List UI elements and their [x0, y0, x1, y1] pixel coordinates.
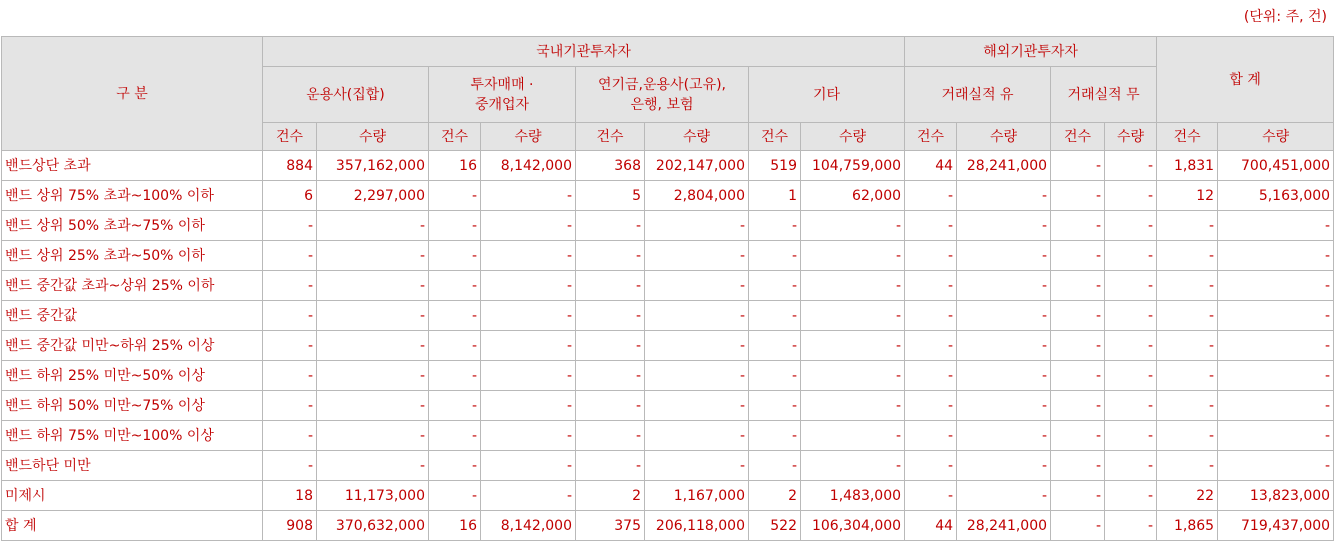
cell-count: - — [1157, 451, 1218, 481]
table-row — [2, 451, 1334, 481]
cell-count: - — [905, 301, 957, 331]
cell-qty: - — [1105, 241, 1157, 271]
cell-qty: 106,304,000 — [801, 511, 905, 541]
cell-qty: 1,483,000 — [801, 481, 905, 511]
cell-count: - — [263, 271, 317, 301]
cell-qty: - — [1105, 481, 1157, 511]
cell-qty: 8,142,000 — [481, 151, 576, 181]
cell-count: - — [263, 451, 317, 481]
cell-qty: - — [1105, 181, 1157, 211]
cell-count: - — [429, 181, 481, 211]
header-foreign: 해외기관투자자 — [905, 37, 1157, 67]
table-row — [2, 271, 1334, 301]
cell-qty: - — [957, 271, 1051, 301]
cell-qty: - — [801, 211, 905, 241]
row-label: 밴드 하위 50% 미만~75% 이상 — [2, 391, 263, 421]
row-label: 밴드 하위 25% 미만~50% 이상 — [2, 361, 263, 391]
cell-count: - — [1157, 301, 1218, 331]
cell-count: - — [429, 301, 481, 331]
cell-count: - — [905, 451, 957, 481]
table-row — [2, 481, 1334, 511]
cell-count: - — [1051, 451, 1105, 481]
cell-count: - — [749, 301, 801, 331]
header-count: 건수 — [263, 123, 317, 151]
cell-qty: - — [481, 271, 576, 301]
cell-qty: - — [1105, 301, 1157, 331]
demand-forecast-table — [1, 36, 1334, 541]
cell-qty: - — [317, 331, 429, 361]
cell-qty: - — [481, 451, 576, 481]
row-label: 밴드 중간값 초과~상위 25% 이하 — [2, 271, 263, 301]
header-count: 건수 — [429, 123, 481, 151]
cell-qty: - — [317, 241, 429, 271]
cell-count: 884 — [263, 151, 317, 181]
cell-qty: - — [481, 481, 576, 511]
cell-qty: 719,437,000 — [1218, 511, 1334, 541]
cell-count: - — [749, 331, 801, 361]
cell-qty: 2,297,000 — [317, 181, 429, 211]
header-count: 건수 — [1051, 123, 1105, 151]
cell-qty: - — [1105, 421, 1157, 451]
header-qty: 수량 — [801, 123, 905, 151]
cell-qty: 357,162,000 — [317, 151, 429, 181]
header-count: 건수 — [1157, 123, 1218, 151]
cell-qty: - — [645, 271, 749, 301]
cell-count: - — [263, 241, 317, 271]
cell-qty: - — [801, 241, 905, 271]
header-qty: 수량 — [957, 123, 1051, 151]
table-row — [2, 391, 1334, 421]
cell-qty: - — [957, 391, 1051, 421]
cell-count: 1,831 — [1157, 151, 1218, 181]
header-domestic: 국내기관투자자 — [263, 37, 905, 67]
header-category: 구 분 — [2, 37, 263, 151]
cell-count: 44 — [905, 151, 957, 181]
unit-note: (단위: 주, 건) — [1243, 9, 1327, 25]
cell-count: - — [1051, 511, 1105, 541]
cell-qty: - — [957, 481, 1051, 511]
row-label: 밴드하단 미만 — [2, 451, 263, 481]
header-qty: 수량 — [645, 123, 749, 151]
cell-qty: - — [1105, 151, 1157, 181]
cell-qty: 28,241,000 — [957, 151, 1051, 181]
cell-count: - — [429, 211, 481, 241]
cell-qty: - — [957, 301, 1051, 331]
cell-count: - — [1157, 361, 1218, 391]
cell-qty: - — [1218, 271, 1334, 301]
cell-qty: 11,173,000 — [317, 481, 429, 511]
cell-count: 12 — [1157, 181, 1218, 211]
cell-count: - — [576, 211, 645, 241]
cell-count: - — [263, 421, 317, 451]
cell-count: 908 — [263, 511, 317, 541]
cell-count: 1,865 — [1157, 511, 1218, 541]
cell-count: - — [576, 391, 645, 421]
cell-qty: - — [1105, 211, 1157, 241]
cell-count: 522 — [749, 511, 801, 541]
cell-qty: - — [957, 421, 1051, 451]
cell-count: - — [749, 391, 801, 421]
cell-qty: 1,167,000 — [645, 481, 749, 511]
cell-qty: - — [1218, 331, 1334, 361]
cell-count: 519 — [749, 151, 801, 181]
header-qty: 수량 — [317, 123, 429, 151]
cell-qty: - — [645, 301, 749, 331]
header-pension-line2: 은행, 보험 — [630, 96, 694, 113]
cell-count: - — [429, 271, 481, 301]
cell-count: - — [1157, 331, 1218, 361]
header-pension-line1: 연기금,운용사(고유), — [597, 76, 727, 93]
cell-qty: - — [1218, 391, 1334, 421]
cell-count: - — [905, 211, 957, 241]
cell-count: - — [905, 361, 957, 391]
row-label: 밴드 하위 75% 미만~100% 이상 — [2, 421, 263, 451]
cell-count: - — [1051, 331, 1105, 361]
cell-qty: - — [1105, 361, 1157, 391]
cell-count: - — [905, 241, 957, 271]
table-row — [2, 421, 1334, 451]
cell-qty: 700,451,000 — [1218, 151, 1334, 181]
header-foreign-yes: 거래실적 유 — [905, 67, 1051, 123]
cell-count: - — [749, 271, 801, 301]
row-label: 밴드상단 초과 — [2, 151, 263, 181]
cell-qty: - — [957, 241, 1051, 271]
cell-count: 5 — [576, 181, 645, 211]
cell-count: - — [905, 391, 957, 421]
cell-count: - — [1051, 211, 1105, 241]
cell-qty: - — [1218, 301, 1334, 331]
table-row — [2, 181, 1334, 211]
cell-count: - — [576, 451, 645, 481]
cell-count: 44 — [905, 511, 957, 541]
row-label: 합 계 — [2, 511, 263, 541]
row-label: 밴드 상위 50% 초과~75% 이하 — [2, 211, 263, 241]
table-row — [2, 151, 1334, 181]
cell-count: 22 — [1157, 481, 1218, 511]
cell-count: - — [1157, 391, 1218, 421]
cell-count: - — [576, 271, 645, 301]
cell-qty: - — [481, 181, 576, 211]
cell-count: - — [429, 451, 481, 481]
header-dealer-line1: 투자매매 · — [470, 76, 534, 93]
cell-qty: 28,241,000 — [957, 511, 1051, 541]
row-label: 밴드 상위 25% 초과~50% 이하 — [2, 241, 263, 271]
cell-count: - — [905, 331, 957, 361]
cell-qty: - — [1218, 211, 1334, 241]
cell-qty: - — [481, 331, 576, 361]
cell-qty: - — [1105, 331, 1157, 361]
table-row — [2, 301, 1334, 331]
cell-count: - — [1051, 421, 1105, 451]
cell-qty: 206,118,000 — [645, 511, 749, 541]
table-row — [2, 361, 1334, 391]
cell-count: - — [263, 361, 317, 391]
cell-qty: - — [645, 421, 749, 451]
cell-qty: - — [801, 451, 905, 481]
cell-qty: - — [645, 451, 749, 481]
cell-count: - — [263, 331, 317, 361]
cell-qty: 104,759,000 — [801, 151, 905, 181]
cell-qty: - — [317, 421, 429, 451]
header-asset-mgmt: 운용사(집합) — [263, 67, 429, 123]
header-count: 건수 — [576, 123, 645, 151]
row-label: 밴드 상위 75% 초과~100% 이하 — [2, 181, 263, 211]
cell-qty: - — [957, 331, 1051, 361]
cell-qty: - — [481, 361, 576, 391]
cell-count: - — [1051, 481, 1105, 511]
cell-qty: - — [957, 451, 1051, 481]
cell-count: - — [576, 421, 645, 451]
header-qty: 수량 — [481, 123, 576, 151]
cell-count: - — [1051, 361, 1105, 391]
cell-count: - — [263, 301, 317, 331]
cell-count: 368 — [576, 151, 645, 181]
cell-qty: - — [1218, 451, 1334, 481]
cell-qty: - — [1105, 391, 1157, 421]
cell-qty: - — [317, 211, 429, 241]
cell-count: - — [429, 481, 481, 511]
header-count: 건수 — [905, 123, 957, 151]
header-foreign-no: 거래실적 무 — [1051, 67, 1157, 123]
cell-qty: - — [957, 181, 1051, 211]
row-label: 밴드 중간값 — [2, 301, 263, 331]
header-other: 기타 — [749, 67, 905, 123]
cell-count: - — [749, 211, 801, 241]
cell-count: - — [263, 211, 317, 241]
cell-count: - — [429, 361, 481, 391]
cell-qty: 8,142,000 — [481, 511, 576, 541]
header-count: 건수 — [749, 123, 801, 151]
cell-count: - — [1051, 391, 1105, 421]
table-row — [2, 511, 1334, 541]
cell-count: - — [905, 481, 957, 511]
cell-count: - — [749, 451, 801, 481]
cell-qty: - — [481, 211, 576, 241]
table-row — [2, 241, 1334, 271]
cell-qty: - — [1105, 271, 1157, 301]
cell-count: - — [1157, 271, 1218, 301]
cell-qty: - — [481, 421, 576, 451]
cell-qty: - — [317, 391, 429, 421]
cell-qty: - — [801, 271, 905, 301]
header-total: 합 계 — [1157, 37, 1334, 123]
cell-qty: - — [645, 211, 749, 241]
cell-count: - — [1051, 241, 1105, 271]
cell-qty: - — [801, 361, 905, 391]
cell-qty: - — [481, 241, 576, 271]
cell-count: - — [1157, 241, 1218, 271]
cell-count: 2 — [749, 481, 801, 511]
cell-qty: 13,823,000 — [1218, 481, 1334, 511]
cell-count: - — [576, 241, 645, 271]
cell-qty: - — [1105, 451, 1157, 481]
header-qty: 수량 — [1105, 123, 1157, 151]
cell-count: - — [429, 421, 481, 451]
cell-qty: - — [1218, 361, 1334, 391]
cell-qty: - — [645, 391, 749, 421]
cell-qty: - — [801, 331, 905, 361]
cell-count: - — [576, 331, 645, 361]
cell-count: - — [749, 241, 801, 271]
table-row — [2, 211, 1334, 241]
cell-qty: - — [481, 391, 576, 421]
cell-qty: 5,163,000 — [1218, 181, 1334, 211]
cell-qty: - — [645, 361, 749, 391]
cell-count: - — [1051, 151, 1105, 181]
cell-qty: - — [957, 211, 1051, 241]
cell-qty: 62,000 — [801, 181, 905, 211]
cell-count: 2 — [576, 481, 645, 511]
cell-count: 375 — [576, 511, 645, 541]
cell-count: - — [1051, 181, 1105, 211]
cell-qty: 370,632,000 — [317, 511, 429, 541]
header-pension — [576, 67, 749, 123]
cell-count: - — [1157, 421, 1218, 451]
cell-qty: - — [801, 421, 905, 451]
table-body — [2, 151, 1334, 541]
cell-count: 6 — [263, 181, 317, 211]
cell-count: - — [1051, 271, 1105, 301]
cell-qty: - — [801, 391, 905, 421]
cell-qty: - — [645, 331, 749, 361]
cell-qty: - — [1105, 511, 1157, 541]
cell-count: - — [576, 301, 645, 331]
cell-qty: 2,804,000 — [645, 181, 749, 211]
cell-count: 18 — [263, 481, 317, 511]
cell-qty: - — [317, 451, 429, 481]
cell-count: 1 — [749, 181, 801, 211]
cell-count: - — [749, 421, 801, 451]
cell-count: - — [429, 241, 481, 271]
cell-qty: - — [645, 241, 749, 271]
cell-qty: - — [317, 271, 429, 301]
cell-count: 16 — [429, 511, 481, 541]
cell-count: - — [576, 361, 645, 391]
cell-qty: - — [1218, 241, 1334, 271]
cell-qty: 202,147,000 — [645, 151, 749, 181]
header-dealer-line2: 중개업자 — [474, 96, 530, 113]
cell-count: - — [905, 421, 957, 451]
cell-count: - — [263, 391, 317, 421]
cell-count: - — [1051, 301, 1105, 331]
cell-count: - — [429, 391, 481, 421]
row-label: 미제시 — [2, 481, 263, 511]
cell-count: - — [429, 331, 481, 361]
cell-count: - — [905, 271, 957, 301]
cell-qty: - — [1218, 421, 1334, 451]
cell-count: - — [749, 361, 801, 391]
cell-count: - — [1157, 211, 1218, 241]
cell-count: - — [905, 181, 957, 211]
row-label: 밴드 중간값 미만~하위 25% 이상 — [2, 331, 263, 361]
cell-qty: - — [957, 361, 1051, 391]
table-row — [2, 331, 1334, 361]
header-dealer — [429, 67, 576, 123]
cell-qty: - — [801, 301, 905, 331]
header-qty: 수량 — [1218, 123, 1334, 151]
cell-qty: - — [317, 301, 429, 331]
cell-qty: - — [317, 361, 429, 391]
cell-count: 16 — [429, 151, 481, 181]
cell-qty: - — [481, 301, 576, 331]
